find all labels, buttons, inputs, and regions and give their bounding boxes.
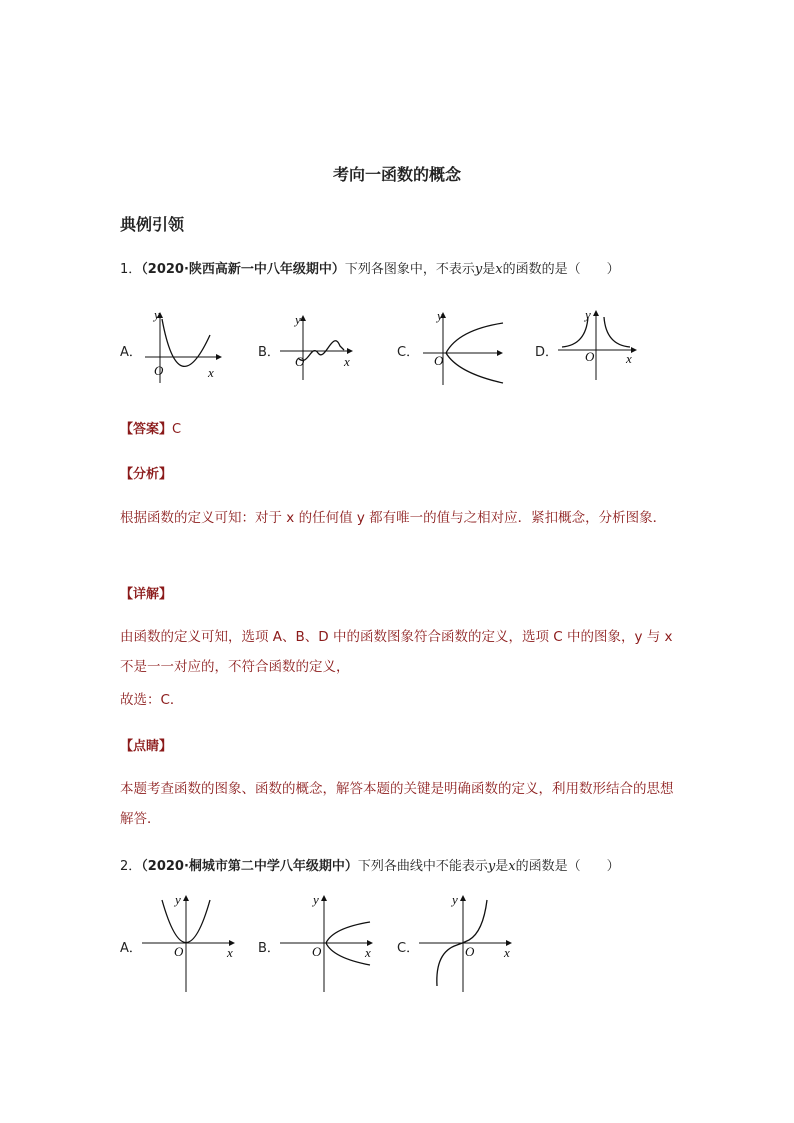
graph-q2-c [417, 890, 517, 995]
answer-label: 【答案】 [120, 422, 173, 437]
graph-q1-d [556, 305, 646, 385]
var-x: x [508, 859, 516, 874]
detail-conclusion: 故选：C． [120, 692, 184, 708]
svg-text:y: y [295, 312, 301, 327]
var-y: y [487, 859, 496, 874]
svg-text:O: O [585, 349, 595, 364]
svg-text:O: O [154, 363, 164, 378]
detail-label: 【详解】 [120, 587, 173, 602]
svg-text:x: x [344, 354, 350, 369]
answer-line [120, 418, 181, 437]
q2-option-a-label: A． [120, 941, 142, 956]
analysis-text: 根据函数的定义可知：对于 x 的任何值 y 都有唯一的值与之相对应．紧扣概念，分析图象． [120, 510, 667, 526]
svg-text:O: O [465, 944, 475, 959]
graph-q1-b [278, 308, 358, 383]
svg-text:x: x [626, 351, 632, 366]
svg-text:y: y [452, 892, 458, 907]
svg-text:y: y [437, 308, 443, 323]
q2-option-b-label: B． [258, 941, 280, 956]
svg-text:O: O [295, 354, 305, 369]
graph-q1-a [140, 305, 230, 385]
question-source: （2020·陕西高新一中八年级期中） [141, 262, 345, 277]
svg-text:x: x [227, 945, 233, 960]
graph-q2-a [140, 890, 240, 995]
graph-q1-c [418, 305, 508, 387]
svg-text:x: x [365, 945, 371, 960]
option-b-label: B． [258, 345, 280, 360]
svg-text:O: O [434, 353, 444, 368]
question-2-stem: 2．（2020·桐城市第二中学八年级期中）下列各曲线中不能表示y是x的函数是（ ） [120, 859, 620, 874]
detail-text: 由函数的定义可知，选项 A、B、D 中的函数图象符合函数的定义，选项 C 中的图象，y 与 x 不是一一对应的，不符合函数的定义， [120, 629, 673, 675]
question-1-stem: 1．（2020·陕西高新一中八年级期中）下列各图象中，不表示y是x的函数的是（ ） [120, 262, 620, 277]
svg-text:y: y [154, 307, 160, 322]
question-source: （2020·桐城市第二中学八年级期中） [141, 859, 358, 874]
option-a-label: A． [120, 345, 142, 360]
q2-option-c-label: C． [397, 941, 420, 956]
question-number: 2． [120, 859, 142, 874]
graph-q2-b [278, 890, 378, 995]
comment-text: 本题考查函数的图象、函数的概念，解答本题的关键是明确函数的定义，利用数形结合的思想解答． [120, 781, 674, 827]
option-c-label: C． [397, 345, 420, 360]
page-title: 考向一函数的概念 [332, 165, 461, 184]
svg-text:y: y [313, 892, 319, 907]
comment-label: 【点睛】 [120, 739, 173, 754]
answer-value: C [172, 422, 182, 437]
svg-text:O: O [312, 944, 322, 959]
svg-text:y: y [585, 307, 591, 322]
section-heading: 典例引领 [120, 215, 185, 234]
svg-text:y: y [175, 892, 181, 907]
var-x: x [495, 262, 503, 277]
option-d-label: D． [535, 345, 559, 360]
svg-text:x: x [504, 945, 510, 960]
svg-text:x: x [208, 365, 214, 380]
question-number: 1． [120, 262, 142, 277]
analysis-label: 【分析】 [120, 467, 173, 482]
svg-text:O: O [174, 944, 184, 959]
var-y: y [474, 262, 483, 277]
